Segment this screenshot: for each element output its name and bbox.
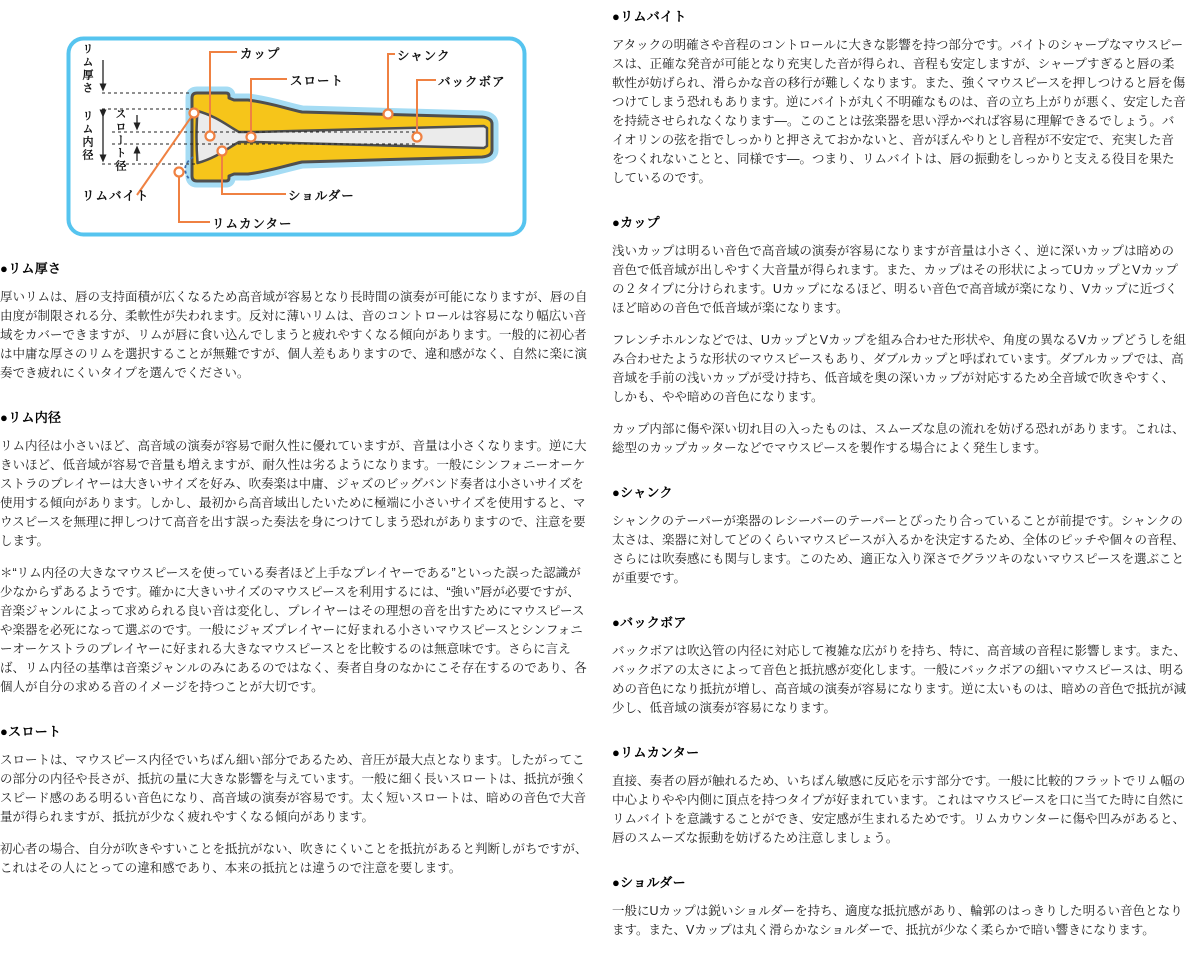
paragraph: リム内径は小さいほど、高音域の演奏が容易で耐久性に優れていますが、音量は小さくなります。逆に大きいほど、低音域が容易で音量も増えますが、耐久性は劣るようになります。一般にシンフォニーオーケストラのプレイヤーは大きいサイズを好み、吹奏楽は中庸、ジャズのビッグバンド奏者は小さいサイズを使用する傾向があります。しかし、最初から高音域出したいために極端に小さいサイズを使用すると、マウスピースを無理に押しつけて高音を出す誤った奏法を身につけてしまう恐れがありますので、注意を要します。 (0, 439, 587, 548)
heading-shank: ●シャンク (612, 485, 673, 500)
section-backbore (612, 612, 1186, 718)
section-rim-thickness (0, 258, 588, 383)
heading-rim-thickness: ●リム厚さ (0, 261, 62, 276)
heading-rim-contour: ●リムカンター (612, 745, 700, 760)
label-cup: カップ (240, 47, 281, 61)
label-shank: シャンク (397, 49, 451, 63)
paragraph: ＊“リム内径の大きなマウスピースを使っている奏者ほど上手なプレイヤーである”といった誤った認識が少なからずあるようです。確かに大きいサイズのマウスピースを利用するには、“強い”唇が必要ですが、音楽ジャンルによって求められる良い音は変化し、プレイヤーはその理想の音を出すためにマウスピースや楽器を必死になって選ぶのです。一般にジャズプレイヤーに好まれる小さいマウスピースとシンフォニーオーケストラのプレイヤーに好まれる大きなマウスピースとを比較するのは無意味です。さらに言えば、リム内径の基準は音楽ジャンルのみにあるのではなく、奏者自身のなかにこそ存在するのであり、各個人が自分の求める音のイメージを持つことが大切です。 (0, 566, 587, 694)
right-column (612, 0, 1186, 953)
label-rim-thickness: リム厚さ (81, 43, 93, 95)
paragraph: フレンチホルンなどでは、UカップとVカップを組み合わせた形状や、角度の異なるVカップどうしを組み合わせたような形状のマウスピースもあり、ダブルカップと呼ばれています。ダブルカップでは、高音域を手前の浅いカップが受け持ち、低音域を奥の深いカップが対応するため全音域で吹きやすく、しかも、やや暗めの音色になります。 (612, 333, 1186, 404)
label-rim-contour: リムカンター (212, 217, 293, 231)
marker-circle-rim-bite (190, 109, 199, 118)
paragraph: 厚いリムは、唇の支持面積が広くなるため高音域が容易となり長時間の演奏が可能になりますが、唇の自由度が制限される分、柔軟性が失われます。反対に薄いリムは、音のコントロールは容易になり幅広い音域をカバーできますが、リムが唇に食い込んでしまうと疲れやすくなる傾向があります。一般的に初心者は中庸な厚さのリムを選択することが無難ですが、個人差もありますので、違和感がなく、自然に楽に演奏でき疲れにくいタイプを選んでください。 (0, 290, 588, 380)
section-shoulder (612, 872, 1186, 940)
paragraph: シャンクのテーパーが楽器のレシーバーのテーパーとぴったり合っていることが前提です。シャンクの太さは、楽器に対してどのくらいマウスピースが入るかを決定するため、全体のピッチや個々の音程、さらには吹奏感にも関与します。このため、適正な入り深さでグラツキのないマウスピースを選ぶことが重要です。 (612, 514, 1185, 585)
section-rim-bite (612, 6, 1186, 188)
paragraph: スロートは、マウスピース内径でいちばん細い部分であるため、音圧が最大点となります。したがってこの部分の内径や長さが、抵抗の量に大きな影響を与えています。一般に細く長いスロートは、抵抗が強くスピード感のある明るい音色になり、高音域の演奏が容易です。太く短いスロートは、暗めの音色で大音量が得られますが、抵抗が少なく疲れやすくなる傾向があります。 (0, 753, 587, 824)
marker-circle-rim-contour (175, 168, 184, 177)
label-rim-inner-diameter: リム内径 (81, 110, 93, 162)
marker-circle-shank (384, 110, 393, 119)
label-backbore: バックボア (438, 75, 506, 89)
marker-circle-shoulder (218, 147, 227, 156)
heading-backbore: ●バックボア (612, 615, 687, 630)
section-shank (612, 482, 1186, 588)
label-throat: スロート (290, 74, 345, 88)
paragraph: 直接、奏者の唇が触れるため、いちばん敏感に反応を示す部分です。一般に比較的フラットでリム幅の中心よりやや内側に頂点を持つタイプが好まれています。これはマウスピースを口に当てた時に自然にリムバイトを意識することができ、安定感が生まれるためです。リムカウンターに傷や凹みがあると、唇のスムーズな振動を妨げるため注意しましょう。 (612, 774, 1186, 845)
mouthpiece-diagram (66, 36, 528, 238)
mouthpiece-diagram-svg (66, 36, 528, 238)
label-rim-bite: リムバイト (82, 189, 150, 203)
marker-circle-throat (247, 133, 256, 142)
heading-rim-inner-diameter: ●リム内径 (0, 410, 62, 425)
left-column (0, 0, 588, 953)
section-rim-inner-diameter (0, 407, 588, 697)
section-rim-contour (612, 742, 1186, 848)
heading-cup: ●カップ (612, 215, 660, 230)
heading-shoulder: ●ショルダー (612, 875, 686, 890)
section-cup (612, 212, 1186, 458)
paragraph: 初心者の場合、自分が吹きやすいことを抵抗がない、吹きにくいことを抵抗があると判断しがちですが、これはその人にとっての違和感であり、本来の抵抗とは違うので注意を要します。 (0, 842, 588, 875)
paragraph: バックボアは吹込管の内径に対応して複雑な広がりを持ち、特に、高音域の音程に影響します。また、バックボアの太さによって音色と抵抗感が変化します。一般にバックボアの細いマウスピースは、明るめの音色になり抵抗が増し、高音域の演奏が容易になります。逆に太いものは、暗めの音色で抵抗が減少し、低音域の演奏が容易になります。 (612, 644, 1187, 715)
marker-circle-backbore (413, 133, 422, 142)
marker-circle-cup (206, 132, 215, 141)
paragraph: カップ内部に傷や深い切れ目の入ったものは、スムーズな息の流れを妨げる恐れがあります。これは、総型のカップカッターなどでマウスピースを製作する場合によく発生します。 (612, 422, 1185, 455)
paragraph: アタックの明確さや音程のコントロールに大きな影響を持つ部分です。バイトのシャープなマウスピースは、正確な発音が可能となり充実した音が得られ、音程も安定しますが、シャープすぎると唇の柔軟性が妨げられ、滑らかな音の移行が難しくなります。また、強くマウスピースを押しつけると唇を傷つけてしまう恐れもあります。逆にバイトが丸く不明確なものは、音の立ち上がりが悪く、安定した音を持続させられなくなります―。このことは弦楽器を思い浮かべれば容易に理解できるでしょう。バイオリンの弦を指でしっかりと押さえておかないと、音がぼんやりとし音程が不安定で、充実した音をつくれないことと、同様です―。つまり、リムバイトは、唇の振動をしっかりと支える役目を果たしているのです。 (612, 38, 1186, 185)
section-throat (0, 721, 588, 878)
label-shoulder: ショルダー (288, 189, 355, 203)
paragraph: 浅いカップは明るい音色で高音域の演奏が容易になりますが音量は小さく、逆に深いカップは暗めの音色で低音域が出しやすく大音量が得られます。また、カップはその形状によってUカップとVカップの２タイプに分けられます。Uカップになるほど、明るい音色で高音域が楽になり、Vカップに近づくほど暗めの音色で低音域が楽になります。 (612, 244, 1178, 315)
paragraph: 一般にUカップは鋭いショルダーを持ち、適度な抵抗感があり、輪郭のはっきりした明るい音色となります。また、Vカップは丸く滑らかなショルダーで、抵抗が少なく柔らかで暗い響きになります。 (612, 904, 1183, 937)
label-throat-diameter: スロート径 (114, 108, 126, 173)
heading-throat: ●スロート (0, 724, 62, 739)
heading-rim-bite: ●リムバイト (612, 9, 687, 24)
